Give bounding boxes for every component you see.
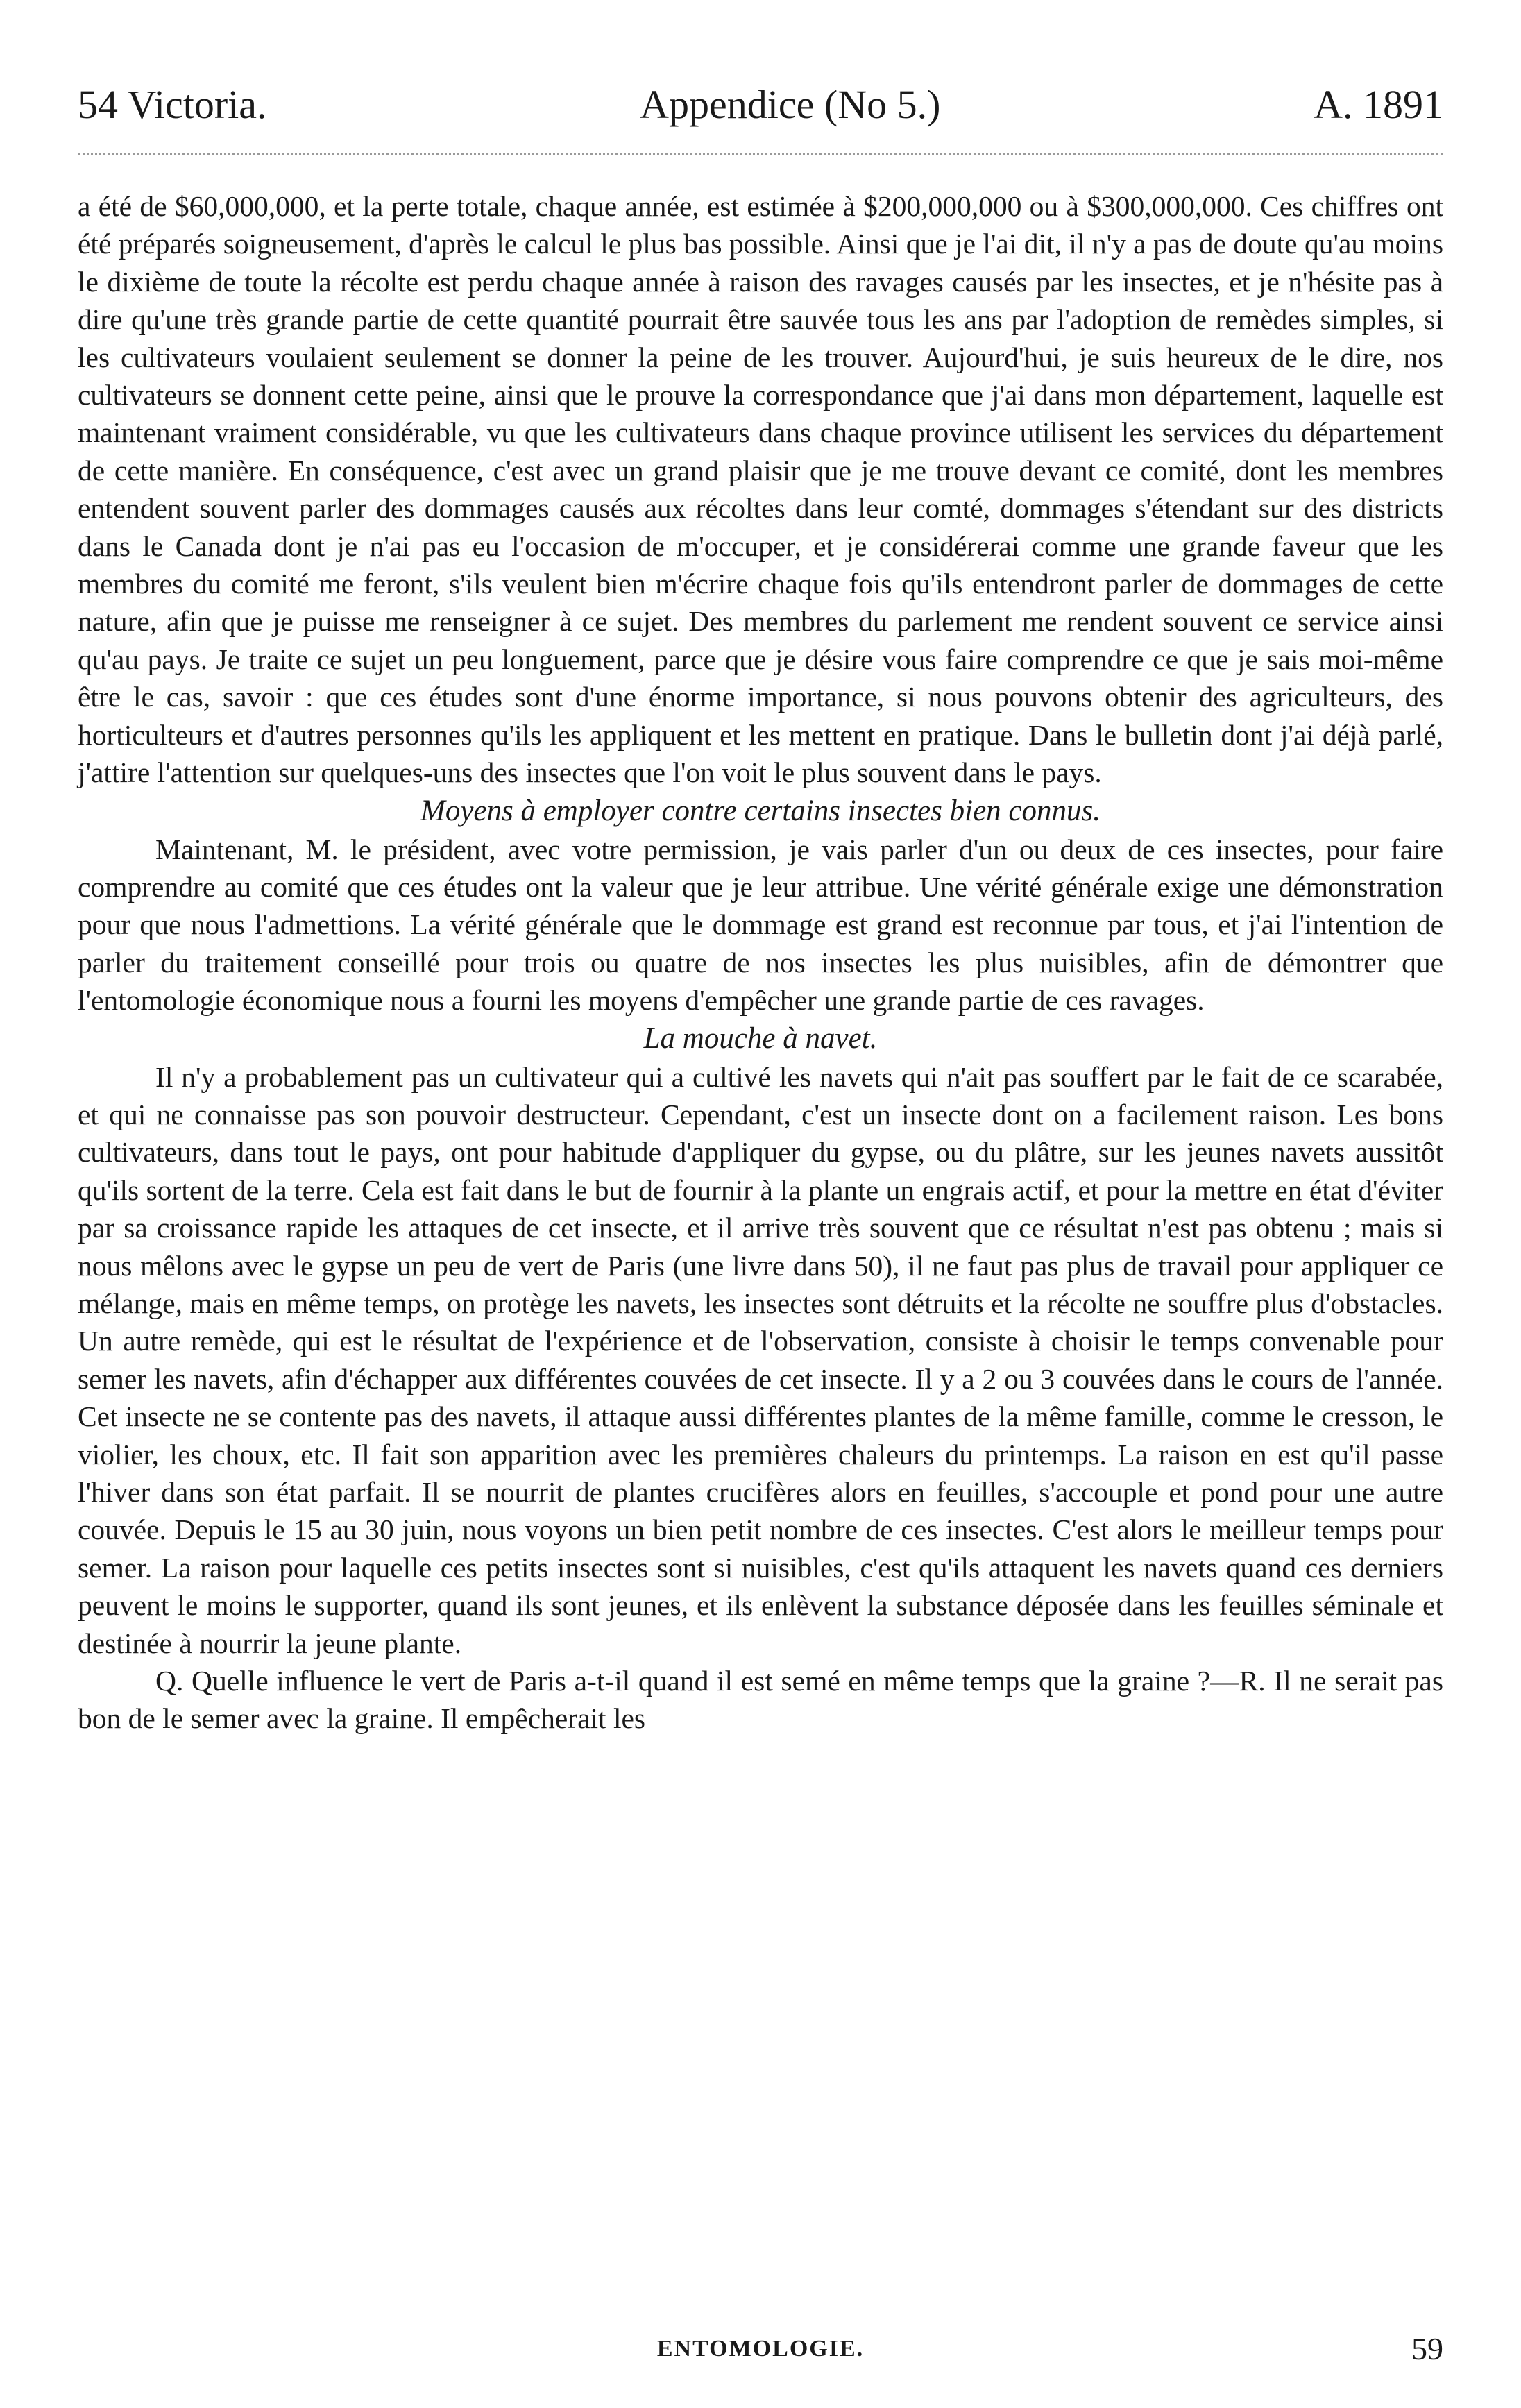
section-heading-moyens: Moyens à employer contre certains insectes bien connus. [420,794,1101,827]
page-footer [78,2330,1443,2372]
continued-paragraph: a été de $60,000,000, et la perte totale, chaque année, est estimée à $200,000,000 ou à $300,000,000. Ces chiffres ont été préparés soigneusement, d'après le calcul le plus bas possible. Ainsi que je l'ai dit, il n'y a pas de doute qu'au moins le dixième de toute la récolte est perdu chaque année à raison des ravages causés par les insectes, et je n'hésite pas à dire qu'une très grande partie de cette quantité pourrait être sauvée tous les ans par l'adoption de remèdes simples, si les cultivateurs voulaient seulement se donner la peine de les trouver. Aujourd'hui, je suis heureux de le dire, nos cultivateurs se donnent cette peine, ainsi que le prouve la correspondance que j'ai dans mon département, laquelle est maintenant vraiment considérable, vu que les cultivateurs dans chaque province utilisent les services du département de cette manière. En conséquence, c'est avec un grand plaisir que je me trouve devant ce comité, dont les membres entendent souvent parler des dommages causés aux récoltes dans leur comté, dommages s'étendant sur des districts dans le Canada dont je n'ai pas eu l'occasion de m'occuper, et je considérerai comme une grande faveur que les membres du comité me feront, s'ils veulent bien m'écrire chaque fois qu'ils entendront parler de dommages de cette nature, afin que je puisse me renseigner à ce sujet. Des membres du parlement me rendent souvent ce service ainsi qu'au pays. Je traite ce sujet un peu longuement, parce que je désire vous faire comprendre ce que je sais moi-même être le cas, savoir : que ces études sont d'une énorme importance, si nous pouvons obtenir des agriculteurs, des horticulteurs et d'autres personnes qu'ils les appliquent et les mettent en pratique. Dans le bulletin dont j'ai déjà parlé, j'attire l'attention sur quelques-uns des insectes que l'on voit le plus souvent dans le pays. [78,190,1443,789]
paragraph-question: Q. Quelle influence le vert de Paris a-t-il quand il est semé en même temps que la graine ?—R. Il ne serait pas bon de le semer avec la graine. Il empêcherait les [78,1665,1443,1735]
paragraph-moyens: Maintenant, M. le président, avec votre permission, je vais parler d'un ou deux de ces insectes, pour faire comprendre au comité que ces études ont la valeur que je leur attribue. Une vérité générale exige une démonstration pour que nous l'admettions. La vérité générale que le dommage est grand est reconnue par tous, et j'ai l'intention de parler du traitement conseillé pour trois ou quatre de nos insectes les plus nuisibles, afin de démontrer que l'entomologie économique nous a fourni les moyens d'empêcher une grande partie de ces ravages. [78,833,1443,1017]
page-number: 59 [1411,2331,1443,2366]
running-header [78,76,1443,132]
header-volume: 54 Victoria. [78,81,267,127]
paragraph-mouche-navet: Il n'y a probablement pas un cultivateur qui a cultivé les navets qui n'ait pas souffert par le fait de ce scarabée, et qui ne connaisse pas son pouvoir destructeur. Cependant, c'est un insecte dont on a facilement raison. Les bons cultivateurs, dans tout le pays, ont pour habitude d'appliquer du gypse, ou du plâtre, sur les jeunes navets aussitôt qu'ils sortent de la terre. Cela est fait dans le but de fournir à la plante un engrais actif, et pour la mettre en état d'éviter par sa croissance rapide les attaques de cet insecte, et il arrive très souvent que ce résultat n'est pas obtenu ; mais si nous mêlons avec le gypse un peu de vert de Paris (une livre dans 50), il ne faut pas plus de travail pour appliquer ce mélange, mais en même temps, on protège les navets, les insectes sont détruits et la récolte ne souffre plus d'obstacles. Un autre remède, qui est le résultat de l'expérience et de l'observation, consiste à choisir le temps convenable pour semer les navets, afin d'échapper aux différentes couvées de cet insecte. Il y a 2 ou 3 couvées dans le cours de l'année. Cet insecte ne se contente pas des navets, il attaque aussi différentes plantes de la même famille, comme le cresson, le violier, les choux, etc. Il fait son apparition avec les premières chaleurs du printemps. La raison en est qu'il passe l'hiver dans son état parfait. Il se nourrit de plantes crucifères alors en feuilles, s'accouple et pond pour une autre couvée. Depuis le 15 au 30 juin, nous voyons un bien petit nombre de ces insectes. C'est alors le meilleur temps pour semer. La raison pour laquelle ces petits insectes sont si nuisibles, c'est qu'ils attaquent les navets quand ces derniers peuvent le moins le supporter, quand ils sont jeunes, et ils enlèvent la substance déposée dans les feuilles séminale et destinée à nourrir la jeune plante. [78,1060,1443,1659]
section-heading-mouche-navet: La mouche à navet. [643,1021,878,1055]
header-appendix: Appendice (No 5.) [640,81,941,127]
footer-section-label: ENTOMOLOGIE. [656,2336,865,2362]
body-text [78,187,1443,1738]
header-rule [78,153,1443,155]
header-year: A. 1891 [1314,81,1443,127]
